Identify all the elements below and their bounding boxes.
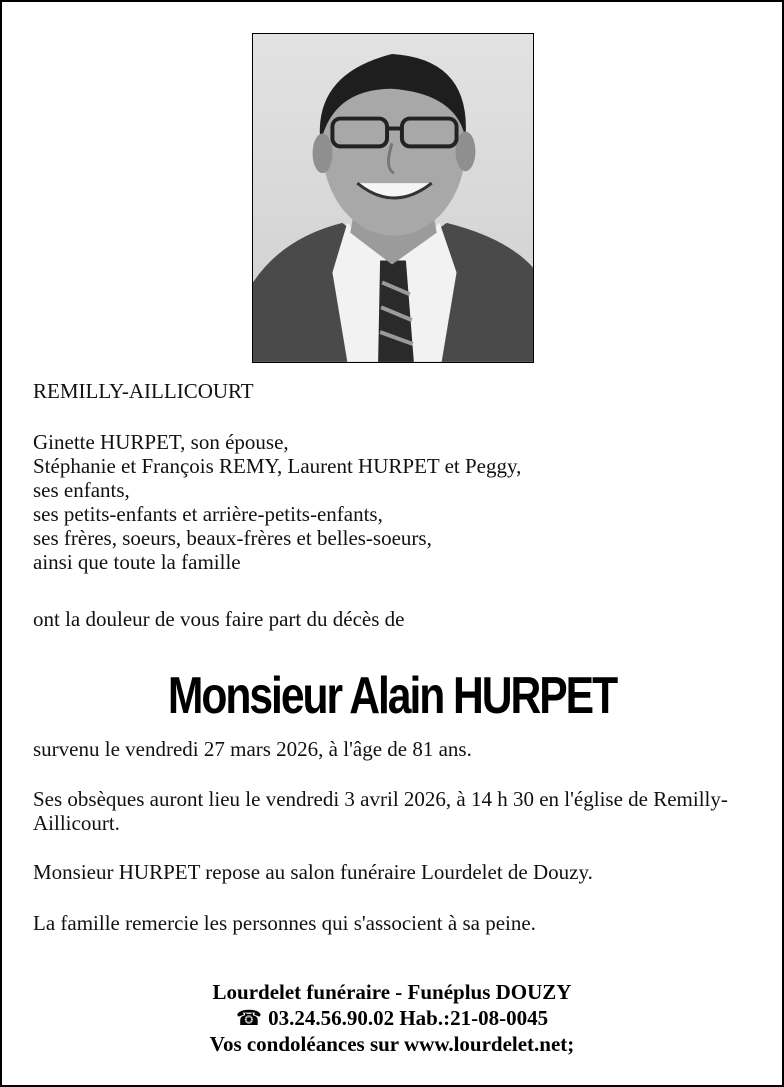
phone-icon: ☎: [235, 1006, 263, 1030]
deceased-name: Monsieur Alain HURPET: [167, 667, 617, 725]
funeral-home-name: Lourdelet funéraire - Funéplus DOUZY: [212, 980, 572, 1004]
rest-location: Monsieur HURPET repose au salon funéraire Lourdelet de Douzy.: [33, 860, 593, 884]
announcement: ont la douleur de vous faire part du décès de: [33, 607, 405, 631]
family-list: [33, 430, 521, 574]
family-line: ses frères, soeurs, beaux-frères et belles-soeurs,: [33, 526, 432, 550]
locality: REMILLY-AILLICOURT: [33, 379, 254, 403]
family-line: ses enfants,: [33, 478, 130, 502]
family-line: ainsi que toute la famille: [33, 550, 241, 574]
phone-line: [2, 1005, 782, 1031]
family-line: Stéphanie et François REMY, Laurent HURPET et Peggy,: [33, 454, 522, 478]
family-line: ses petits-enfants et arrière-petits-enfants,: [33, 502, 383, 526]
family-line: Ginette HURPET, son épouse,: [33, 430, 289, 454]
portrait-illustration: [253, 34, 533, 362]
portrait-photo: [252, 33, 534, 363]
phone-number: 03.24.56.90.02 Hab.:21-08-0045: [268, 1006, 549, 1030]
deceased-details: survenu le vendredi 27 mars 2026, à l'âge de 81 ans.: [33, 737, 472, 761]
funeral-details: Ses obsèques auront lieu le vendredi 3 avril 2026, à 14 h 30 en l'église de Remilly-Aillicourt.: [33, 787, 728, 835]
funeral-home-footer: [2, 979, 782, 1057]
thanks-message: La famille remercie les personnes qui s'associent à sa peine.: [33, 911, 536, 935]
condolences-link: Vos condoléances sur www.lourdelet.net;: [209, 1032, 575, 1056]
